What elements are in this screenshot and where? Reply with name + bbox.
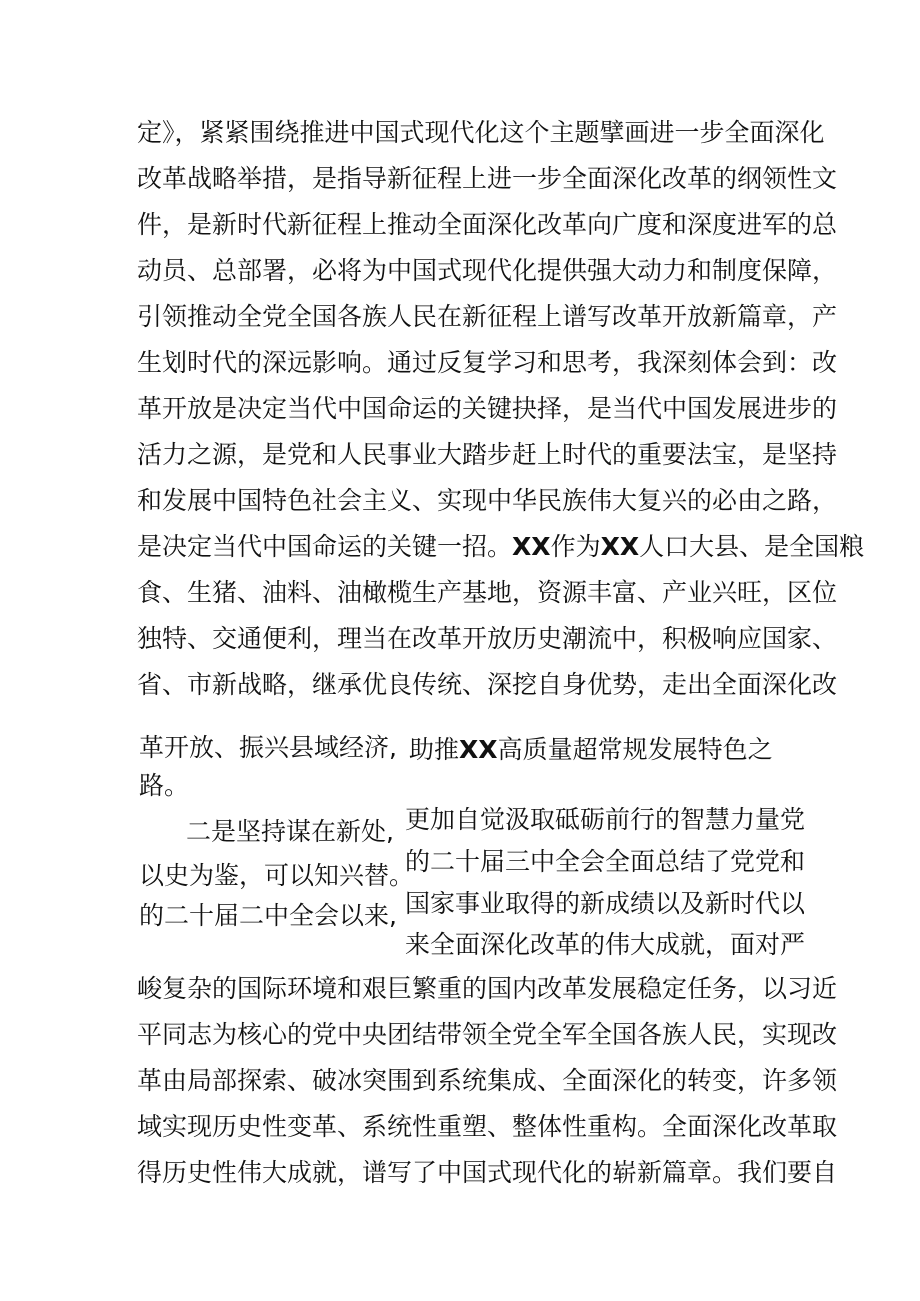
text-line: 和发展中国特色社会主义、实现中华民族伟大复兴的必由之路， xyxy=(137,486,838,515)
text-line: 峻复杂的国际环境和艰巨繁重的国内改革发展稳定任务，以习近 xyxy=(137,974,838,1003)
text-segment: 作为 xyxy=(550,532,601,561)
right-column-line: 更加自觉汲取砥砺前行的智慧力量党 xyxy=(405,805,806,834)
left-column-line: 以史为鉴，可以知兴替。 xyxy=(139,861,415,890)
text-line: 生划时代的深远影响。通过反复学习和思考，我深刻体会到：改 xyxy=(137,348,838,377)
right-column-line xyxy=(409,727,773,773)
text-line: 食、生猪、油料、油橄榄生产基地，资源丰富、产业兴旺，区位 xyxy=(137,578,838,607)
right-column-line: 国家事业取得的新成绩以及新时代以 xyxy=(405,889,806,918)
text-line: 定》，紧紧围绕推进中国式现代化这个主题擘画进一步全面深化 xyxy=(137,118,825,147)
left-column-line: 二是坚持谋在新处, xyxy=(186,817,394,846)
text-line: 动员、总部署，必将为中国式现代化提供强大动力和制度保障， xyxy=(137,256,838,285)
text-segment: 助推 xyxy=(409,735,460,764)
placeholder-xx: XX xyxy=(512,532,551,561)
text-segment: 是决定当代中国命运的关键一招。 xyxy=(137,532,513,561)
text-line: 件，是新时代新征程上推动全面深化改革向广度和深度进军的总 xyxy=(137,210,838,239)
text-line: 引领推动全党全国各族人民在新征程上谱写改革开放新篇章，产 xyxy=(137,302,838,331)
left-column-line: 路。 xyxy=(139,771,190,800)
text-segment: 人口大县、是全国粮 xyxy=(639,532,865,561)
placeholder-xx: XX xyxy=(600,532,640,561)
text-line: 革开放是决定当代中国命运的关键抉择，是当代中国发展进步的 xyxy=(137,394,838,423)
text-segment: 高质量超常规发展特色之 xyxy=(497,735,773,764)
text-line: 得历史性伟大成就，谱写了中国式现代化的崭新篇章。我们要自 xyxy=(137,1158,838,1187)
text-line: 省、市新战略，继承优良传统、深挖自身优势，走出全面深化改 xyxy=(137,670,838,699)
text-line: 革由局部探索、破冰突围到系统集成、全面深化的转变，许多领 xyxy=(137,1066,838,1095)
text-line: 活力之源，是党和人民事业大踏步赶上时代的重要法宝，是坚持 xyxy=(137,440,838,469)
right-column-line: 来全面深化改革的伟大成就，面对严 xyxy=(405,930,806,959)
left-column-line: 的二十届二中全会以来, xyxy=(139,901,397,930)
left-column-line: 革开放、振兴县域经济, xyxy=(139,733,397,762)
text-line: 平同志为核心的党中央团结带领全党全军全国各族人民，实现改 xyxy=(137,1020,838,1049)
text-line-with-placeholders xyxy=(137,524,865,570)
right-column-line: 的二十届三中全会全面总结了党党和 xyxy=(405,847,806,876)
placeholder-xx: XX xyxy=(459,735,498,764)
text-line: 改革战略举措，是指导新征程上进一步全面深化改革的纲领性文 xyxy=(137,164,838,193)
text-line: 域实现历史性变革、系统性重塑、整体性重构。全面深化改革取 xyxy=(137,1112,838,1141)
text-line: 独特、交通便利，理当在改革开放历史潮流中，积极响应国家、 xyxy=(137,624,838,653)
